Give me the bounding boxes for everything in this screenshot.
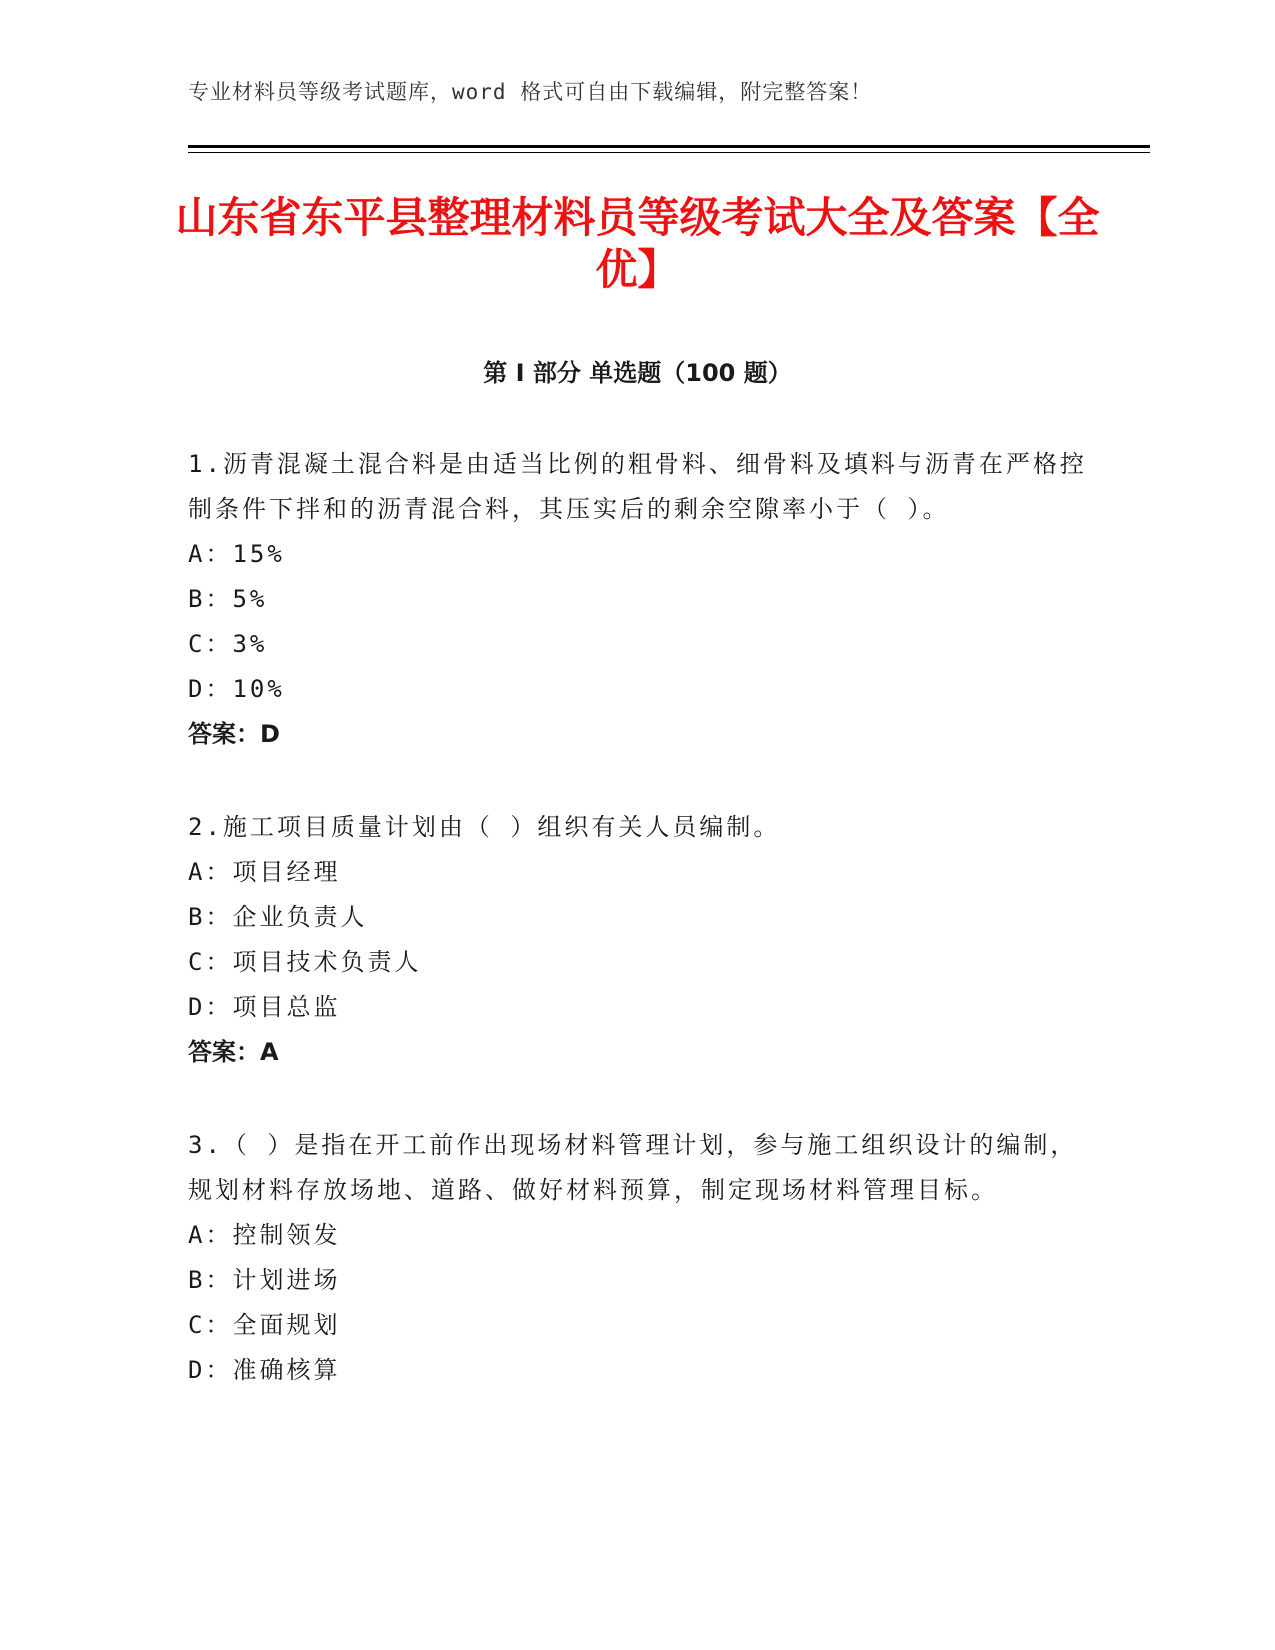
option-b: B：企业负责人 (188, 903, 368, 931)
option-c: C：项目技术负责人 (188, 948, 422, 976)
answer: 答案：A (188, 1038, 279, 1066)
option-c: C：3% (188, 630, 268, 658)
option-b: B：5% (188, 585, 268, 613)
question-1 (188, 442, 1088, 757)
document-title: 山东省东平县整理材料员等级考试大全及答案【全优】 (175, 193, 1100, 294)
question-text: 3.（ ）是指在开工前作出现场材料管理计划，参与施工组织设计的编制，规划材料存放场地、道路、做好材料预算，制定现场材料管理目标。 (188, 1131, 1078, 1204)
option-d: D：项目总监 (188, 993, 341, 1021)
section-heading: 第 I 部分 单选题（100 题） (483, 359, 792, 387)
question-list (188, 442, 1088, 1441)
question-text: 1.沥青混凝土混合料是由适当比例的粗骨料、细骨料及填料与沥青在严格控制条件下拌和的沥青混合料，其压实后的剩余空隙率小于（ ）。 (188, 450, 1087, 523)
option-a: A：控制领发 (188, 1221, 341, 1249)
option-d: D：10% (188, 675, 285, 703)
question-text: 2.施工项目质量计划由（ ）组织有关人员编制。 (188, 813, 781, 841)
option-a: A：项目经理 (188, 858, 341, 886)
question-2 (188, 805, 1088, 1075)
answer: 答案：D (188, 720, 280, 748)
header-note: 专业材料员等级考试题库，word 格式可自由下载编辑，附完整答案！ (188, 80, 873, 104)
option-d: D：准确核算 (188, 1356, 341, 1384)
question-3 (188, 1123, 1088, 1393)
option-a: A：15% (188, 540, 285, 568)
header-divider-thick (188, 145, 1150, 148)
header-divider-thin (188, 152, 1150, 153)
option-c: C：全面规划 (188, 1311, 341, 1339)
option-b: B：计划进场 (188, 1266, 341, 1294)
